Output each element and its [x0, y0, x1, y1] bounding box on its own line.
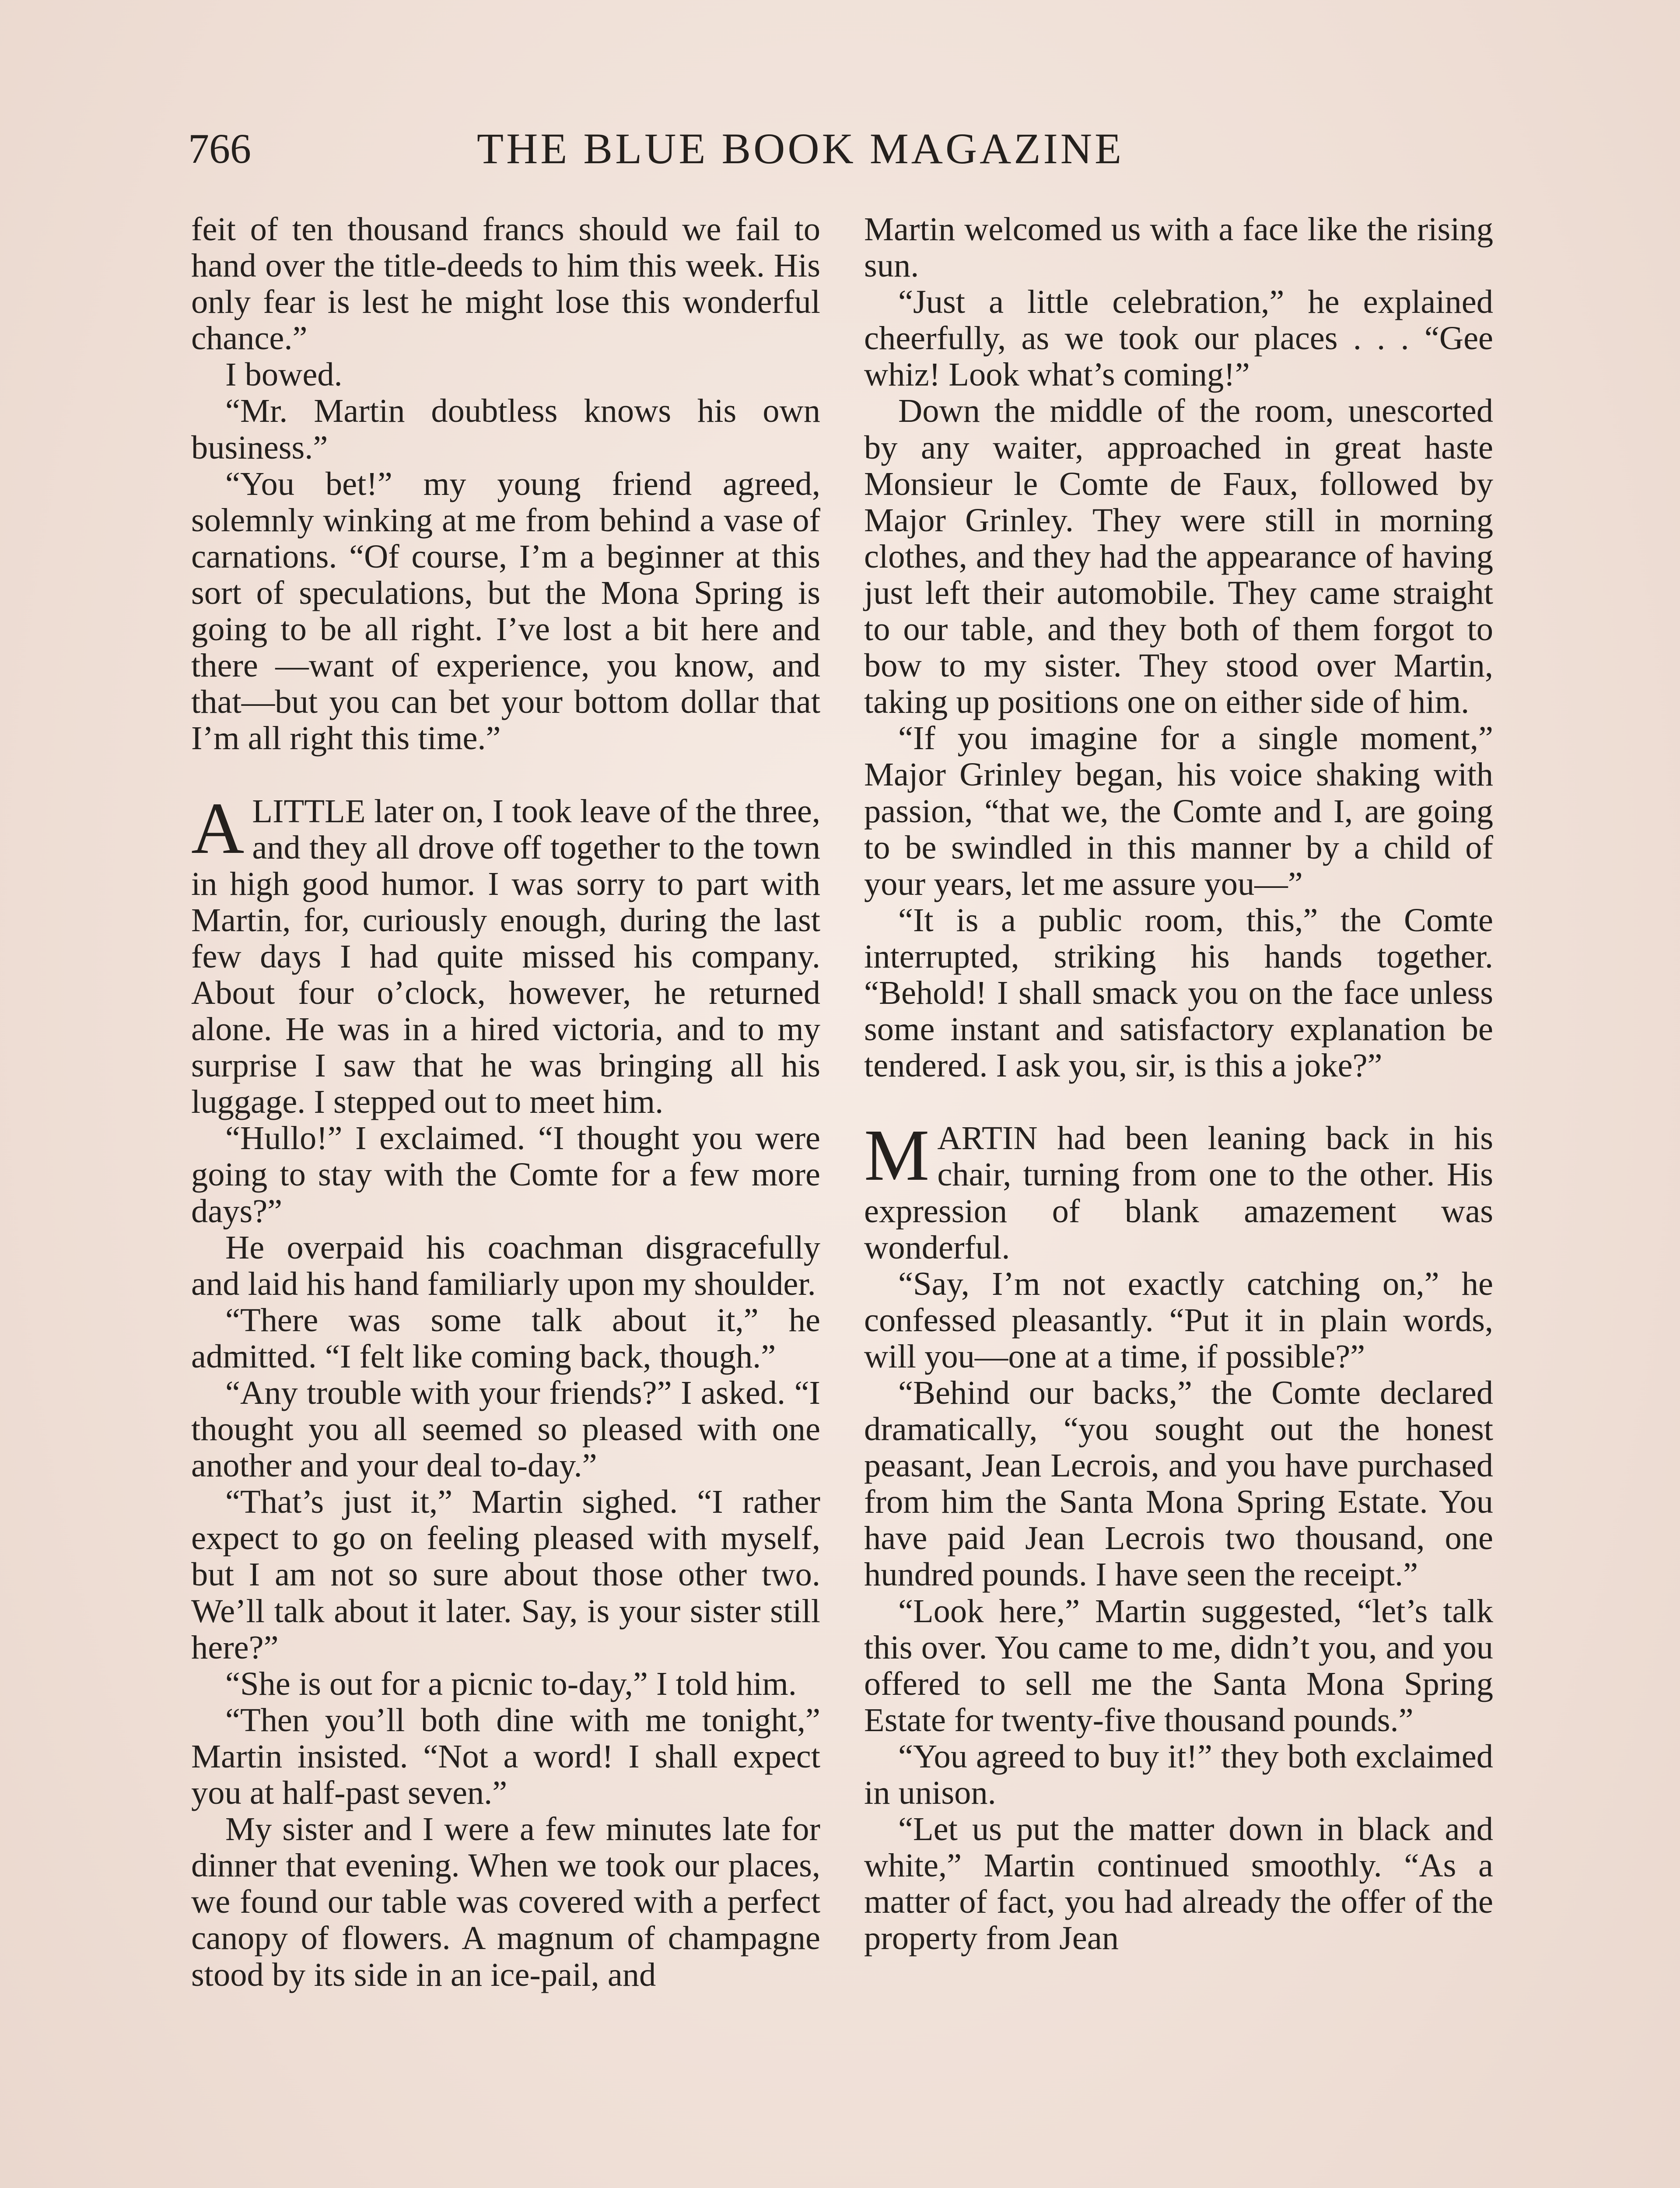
- paragraph: My sister and I were a few minutes late for dinner that evening. When we took our places, we found our table was covered with a perfect canopy of flowers. A magnum of champagne stood by its side in an ice-pail, and: [191, 1810, 820, 1993]
- paragraph: “Behind our backs,” the Comte declared dramatically, “you sought out the honest peasant, Jean Lecrois, and you have purchased from him the Santa Mona Spring Estate. You have paid Jean Lecrois two thousand, one hundred pounds. I have seen the receipt.”: [864, 1374, 1493, 1593]
- paragraph: “Then you’ll both dine with me tonight,” Martin insisted. “Not a word! I shall expect you at half-past seven.”: [191, 1701, 820, 1812]
- magazine-title: THE BLUE BOOK MAGAZINE: [477, 124, 1124, 173]
- paragraph: “Let us put the matter down in black and white,” Martin continued smoothly. “As a matter of fact, you had already the offer of the property from Jean: [864, 1810, 1493, 1957]
- paragraph: “You agreed to buy it!” they both exclaimed in unison.: [864, 1737, 1493, 1812]
- paragraph: “Say, I’m not exactly catching on,” he confessed pleasantly. “Put it in plain words, will you—one at a time, if possible?”: [864, 1265, 1493, 1375]
- page-number: 766: [188, 125, 251, 172]
- section-paragraph: [864, 1115, 1493, 1266]
- drop-cap: M: [864, 1115, 930, 1196]
- paragraph: “Just a little celebration,” he explained cheerfully, as we took our places . . . “Gee whiz! Look what’s coming!”: [864, 283, 1493, 393]
- right-column: [864, 211, 1493, 1957]
- drop-cap: A: [191, 787, 245, 869]
- section-paragraph: [191, 787, 820, 1121]
- paragraph: “There was some talk about it,” he admitted. “I felt like coming back, though.”: [191, 1301, 820, 1375]
- paragraph: “Any trouble with your friends?” I asked. “I thought you all seemed so pleased with one another and your deal to-day.”: [191, 1374, 820, 1484]
- paragraph: “Hullo!” I exclaimed. “I thought you were going to stay with the Comte for a few more days?”: [191, 1119, 820, 1230]
- paragraph: “Look here,” Martin suggested, “let’s talk this over. You came to me, didn’t you, and you offered to sell me the Santa Mona Spring Estate for twenty-five thousand pounds.”: [864, 1592, 1493, 1739]
- paragraph: “It is a public room, this,” the Comte interrupted, striking his hands together. “Behold! I shall smack you on the face unless some instant and satisfactory explanation be tendered. I ask you, sir, is this a joke?”: [864, 901, 1493, 1084]
- paragraph: “That’s just it,” Martin sighed. “I rather expect to go on feeling pleased with myself, but I am not so sure about those other two. We’ll talk about it later. Say, is your sister still here?”: [191, 1483, 820, 1666]
- paragraph: feit of ten thousand francs should we fail to hand over the title-deeds to him this week. His only fear is lest he might lose this wonderful chance.”: [191, 210, 820, 357]
- paragraph: “Mr. Martin doubtless knows his own business.”: [191, 392, 820, 466]
- paragraph: Down the middle of the room, unescorted by any waiter, approached in great haste Monsieur le Comte de Faux, followed by Major Grinley. They were still in morning clothes, and they had the appearance of having just left their automobile. They came straight to our table, and they both of them forgot to bow to my sister. They stood over Martin, taking up positions one on either side of him.: [864, 392, 1493, 721]
- page-header: [188, 118, 1208, 179]
- paragraph: He overpaid his coachman disgracefully and laid his hand familiarly upon my shoulder.: [191, 1228, 820, 1302]
- paragraph: I bowed.: [225, 356, 343, 393]
- paragraph: “If you imagine for a single moment,” Major Grinley began, his voice shaking with passion, “that we, the Comte and I, are going to be swindled in this manner by a child of your years, let me assure you—”: [864, 719, 1493, 902]
- paragraph: “You bet!” my young friend agreed, solemnly winking at me from behind a vase of carnations. “Of course, I’m a beginner at this sort of speculations, but the Mona Spring is going to be all right. I’ve lost a bit here and there —want of experience, you know, and that—but you can bet your bottom dollar that I’m all right this time.”: [191, 465, 820, 757]
- paragraph: Martin welcomed us with a face like the rising sun.: [864, 210, 1493, 284]
- paragraph-text: ARTIN had been leaning back in his chair, turning from one to the other. His expression of blank amazement was wonderful.: [864, 1119, 1493, 1266]
- paragraph: “She is out for a picnic to-day,” I told him.: [225, 1665, 797, 1702]
- left-column: [191, 211, 820, 1993]
- paragraph-text: LITTLE later on, I took leave of the three, and they all drove off together to the town in high good humor. I was sorry to part with Martin, for, curiously enough, during the last few days I had quite missed his company. About four o’clock, however, he returned alone. He was in a hired victoria, and to my surprise I saw that he was bringing all his luggage. I stepped out to meet him.: [191, 792, 820, 1121]
